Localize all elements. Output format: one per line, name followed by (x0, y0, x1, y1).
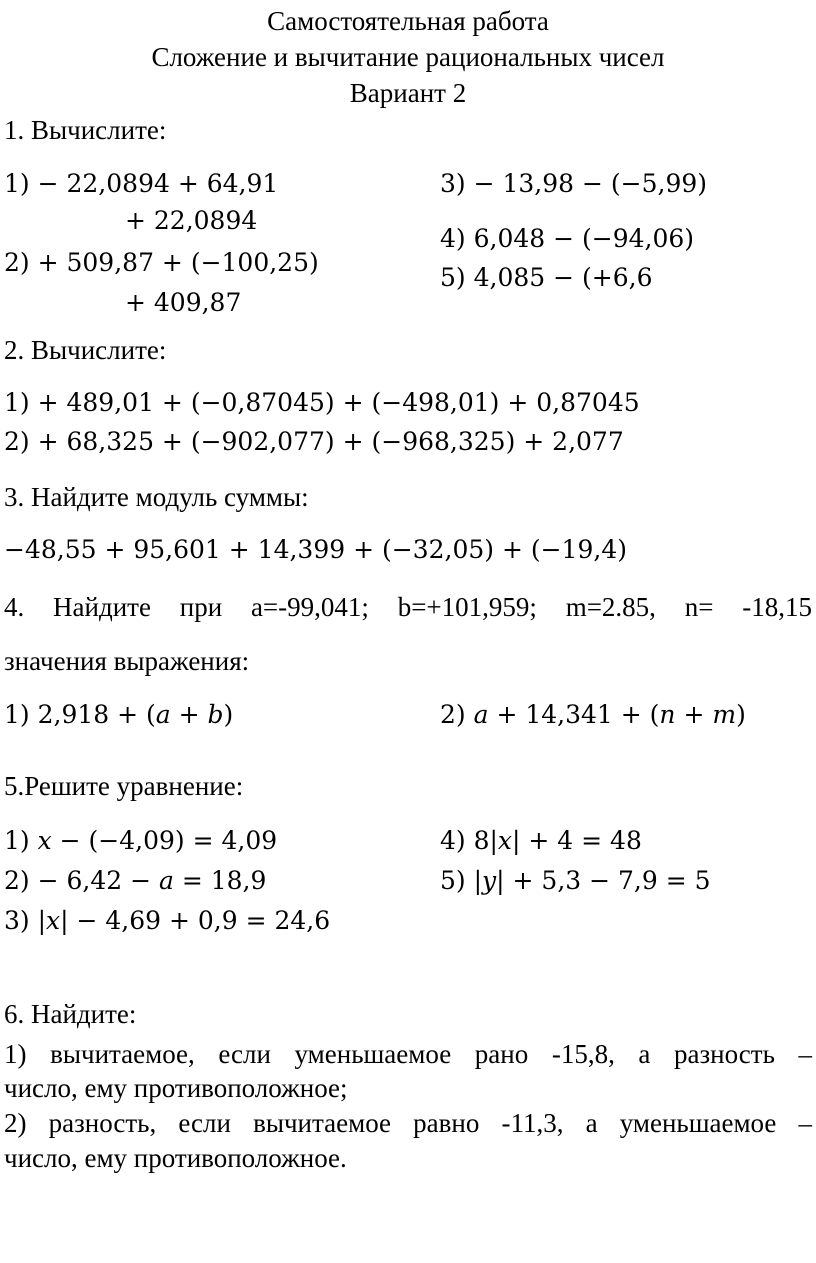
task4-item1: 1) 2,918 + (𝑎 + 𝑏) (4, 700, 234, 729)
task3-expression: −48,55 + 95,601 + 14,399 + (−32,05) + (−19,4) (4, 535, 627, 564)
task4-item2: 2) 𝑎 + 14,341 + (𝑛 + 𝑚) (440, 700, 746, 729)
task2-item2: 2) + 68,325 + (−902,077) + (−968,325) + 2,077 (4, 427, 624, 456)
task1-item3: 3) − 13,98 − (−5,99) (440, 169, 708, 198)
page-subtitle: Сложение и вычитание рациональных чисел (151, 42, 665, 72)
task5-heading: 5.Решите уравнение: (4, 771, 244, 801)
variant-label: Вариант 2 (349, 78, 467, 108)
task1-item2-line2: + 409,87 (125, 288, 242, 317)
task6-heading: 6. Найдите: (4, 999, 137, 1029)
task1-item4: 4) 6,048 − (−94,06) (440, 224, 695, 253)
task1-item1-line1: 1) − 22,0894 + 64,91 (4, 169, 279, 198)
task6-item2-line2: число, ему противоположное. (4, 1143, 347, 1173)
task6-item1-line1: 1) вычитаемое, если уменьшаемое рано -15,8, а разность – (4, 1039, 812, 1069)
task5-item3: 3) |𝑥| − 4,69 + 0,9 = 24,6 (4, 906, 331, 935)
task6-item1-line2: число, ему противоположное; (4, 1073, 348, 1103)
task2-item1: 1) + 489,01 + (−0,87045) + (−498,01) + 0,87045 (4, 388, 640, 417)
task2-heading: 2. Вычислите: (4, 335, 167, 365)
task5-item5: 5) |𝑦| + 5,3 − 7,9 = 5 (440, 866, 711, 895)
task1-item2-line1: 2) + 509,87 + (−100,25) (4, 248, 319, 277)
task4-heading-line2: значения выражения: (4, 646, 250, 676)
task4-heading-line1: 4. Найдите при a=-99,041; b=+101,959; m=2.85, n= -18,15 (4, 592, 812, 622)
task5-item2: 2) − 6,42 − 𝑎 = 18,9 (4, 866, 267, 895)
task3-heading: 3. Найдите модуль суммы: (4, 482, 309, 512)
task6-item2-line1: 2) разность, если вычитаемое равно -11,3, а уменьшаемое – (4, 1108, 812, 1138)
task1-item5: 5) 4,085 − (+6,6 (440, 263, 653, 292)
task1-heading: 1. Вычислите: (4, 115, 167, 145)
task5-item1: 1) 𝑥 − (−4,09) = 4,09 (4, 826, 278, 855)
task1-item1-line2: + 22,0894 (125, 206, 258, 235)
page-title: Самостоятельная работа (267, 6, 549, 36)
task5-item4: 4) 8|𝑥| + 4 = 48 (440, 826, 642, 855)
